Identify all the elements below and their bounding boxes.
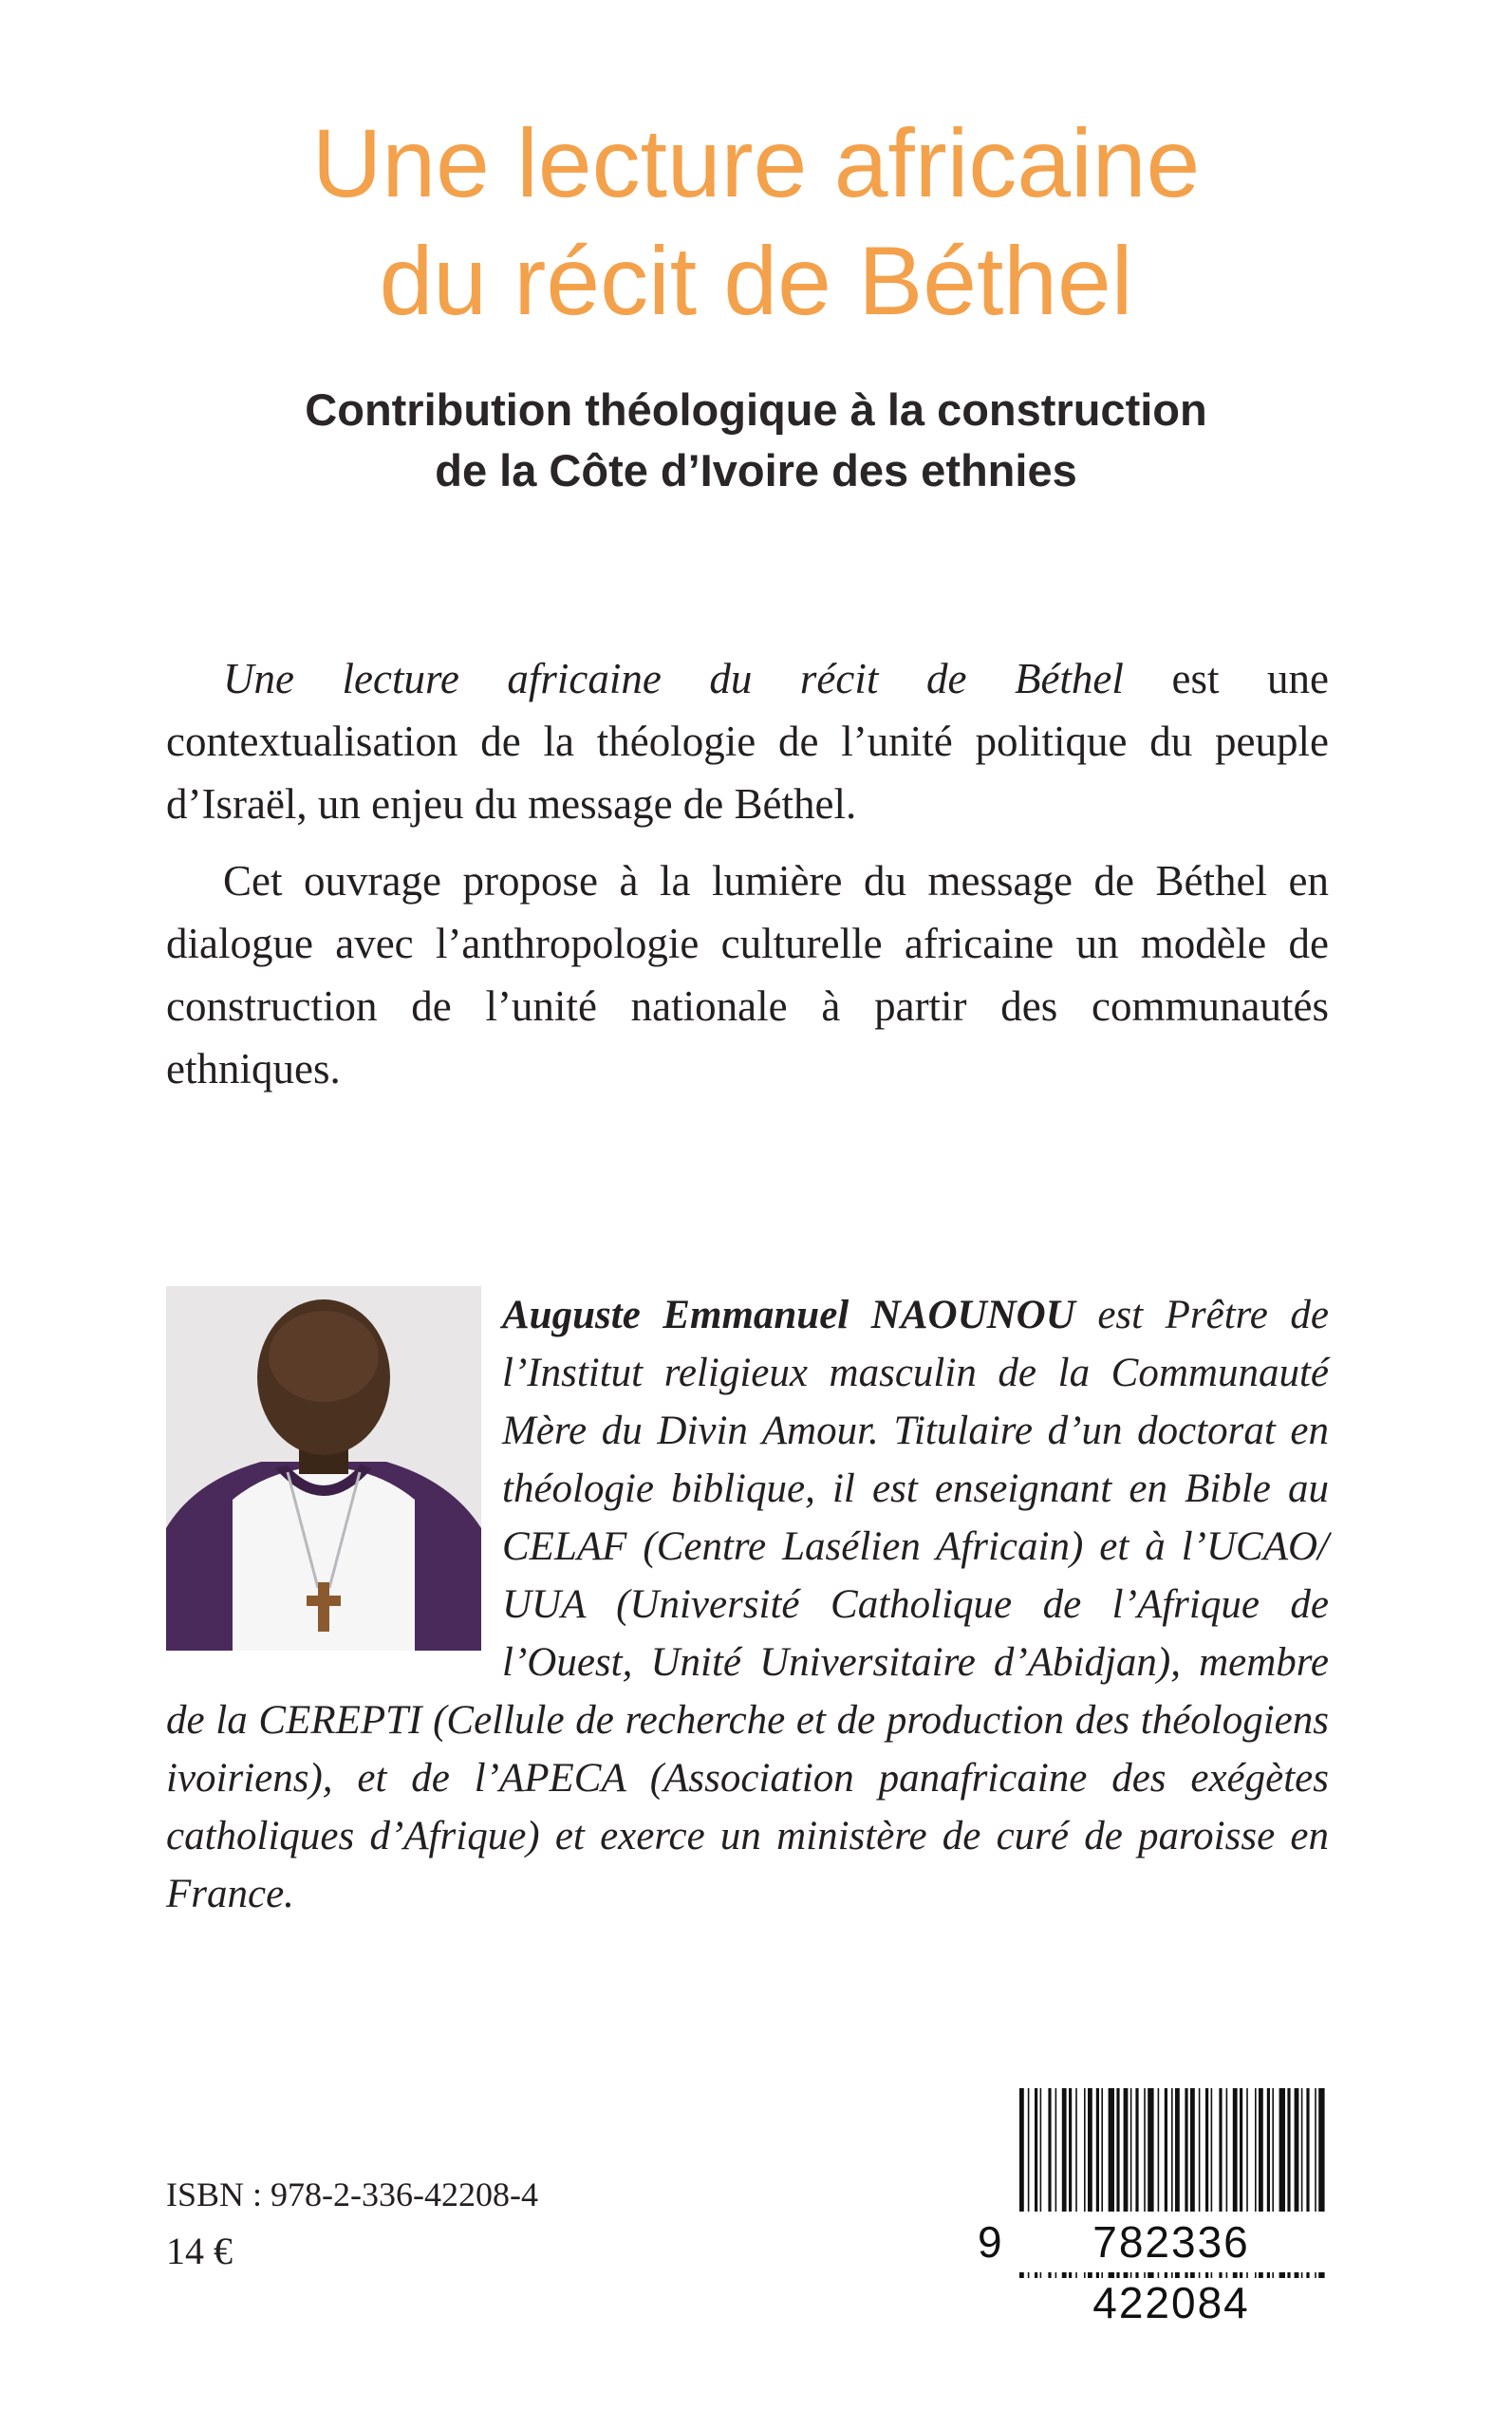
title-line-2: du récit de Béthel	[379, 227, 1133, 335]
author-bio-text: est Prêtre de l’Institut religieux masculin de la Communauté Mère du Divin Amour. Titulaire d’un doctorat en théologie biblique, il est enseignant en Bible au CELAF (Centre Lasélien Africain) et à l’UCAO/ UUA (Université Catholique de l’Afrique de l’Ouest, Unité Universitaire d’Abidjan), membre de la CEREPTI (Cellule de recherche et de production des théologiens ivoiriens), et de l’APECA (Association panafricaine des exégètes catholiques d’Afrique) et exerce un ministère de curé de paroisse en France.	[166, 1293, 1329, 1916]
barcode-digits	[1014, 2212, 1329, 2327]
blurb-title-italic: Une lecture africaine du récit de Béthel	[223, 655, 1124, 702]
book-subtitle	[0, 380, 1512, 501]
blurb-paragraph-2: Cet ouvrage propose à la lumière du message de Béthel en dialogue avec l’anthropologie culturelle africaine un modèle de construction de l’unité nationale à partir des communautés ethniques.	[166, 857, 1329, 1092]
price: 14 €	[166, 2230, 233, 2272]
book-blurb	[166, 647, 1329, 1114]
author-bio	[166, 1286, 1329, 1923]
author-portrait-image	[166, 1286, 481, 1651]
isbn: ISBN : 978-2-336-42208-4	[166, 2176, 538, 2213]
blurb-paragraph-1	[166, 647, 1329, 835]
book-title	[0, 104, 1512, 340]
barcode-number: 782336 422084	[1092, 2217, 1250, 2327]
author-photo	[166, 1286, 481, 1651]
blurb-p1-text: est une contextualisation de la théologie de l’unité politique du peuple d’Israël, un enjeu du message de Béthel.	[166, 655, 1329, 828]
title-line-1: Une lecture africaine	[311, 109, 1201, 217]
author-name: Auguste Emmanuel NAOUNOU	[502, 1293, 1075, 1337]
subtitle-line-1: Contribution théologique à la construction	[305, 384, 1207, 435]
subtitle-line-2: de la Côte d’Ivoire des ethnies	[435, 445, 1077, 495]
barcode-first-digit: 9	[978, 2217, 1002, 2267]
